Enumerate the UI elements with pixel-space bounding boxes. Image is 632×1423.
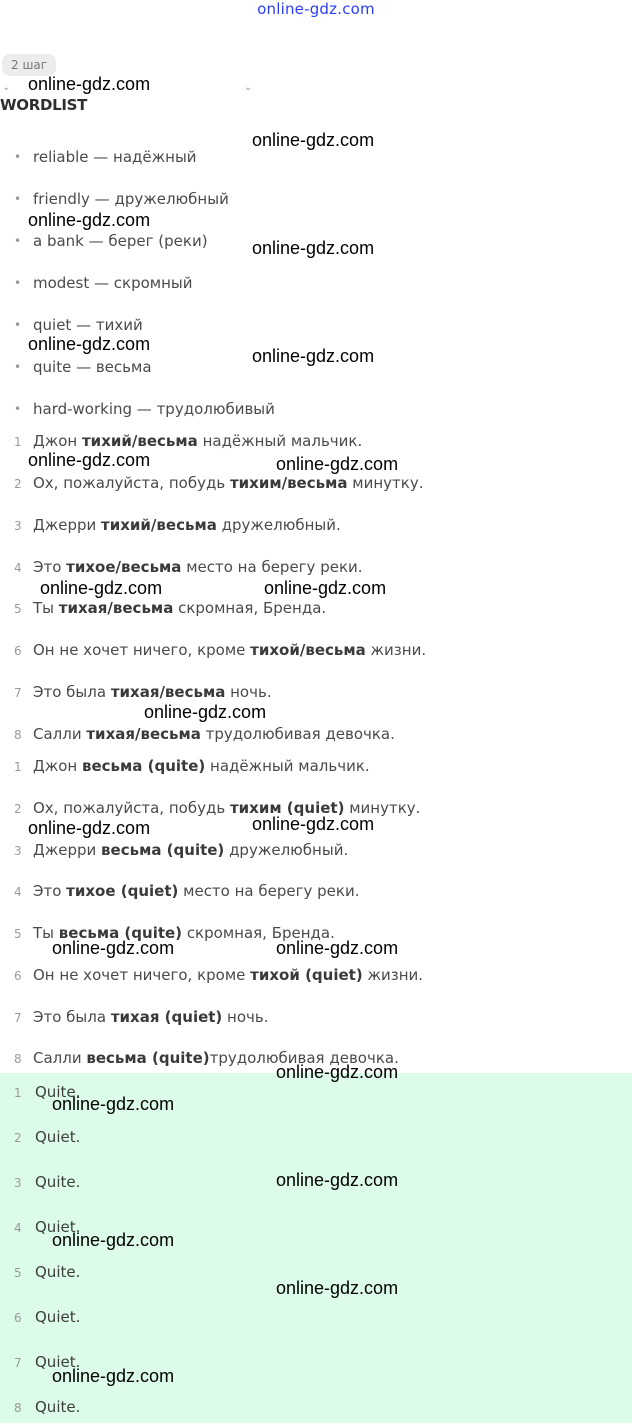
- bullet-icon: •: [14, 360, 22, 374]
- tick-mark: ⌄: [2, 82, 11, 93]
- step-badge: 2 шаг: [2, 54, 56, 76]
- answer-item: 6 Quiet.: [14, 1308, 81, 1326]
- task-sentence: 2 Ох, пожалуйста, побудь тихим/весьма минутку.: [14, 474, 424, 492]
- watermark: online-gdz.com: [252, 346, 375, 366]
- wordlist-item: • quiet — тихий: [14, 313, 143, 337]
- bullet-icon: •: [14, 150, 22, 164]
- answer-item: 8 Quite.: [14, 1398, 81, 1416]
- watermark: online-gdz.com: [52, 1366, 175, 1386]
- bullet-icon: •: [14, 234, 22, 248]
- answer-item: 2 Quiet.: [14, 1128, 81, 1146]
- watermark: online-gdz.com: [40, 578, 163, 598]
- solved-sentence: 7 Это была тихая (quiet) ночь.: [14, 1008, 269, 1026]
- answer-item: 3 Quite.: [14, 1173, 81, 1191]
- task-sentence: 8 Салли тихая/весьма трудолюбивая девочка.: [14, 725, 395, 743]
- solved-sentence: 4 Это тихое (quiet) место на берегу реки.: [14, 882, 360, 900]
- bullet-icon: •: [14, 402, 22, 416]
- watermark: online-gdz.com: [276, 1170, 399, 1190]
- watermark: online-gdz.com: [252, 238, 375, 258]
- watermark: online-gdz.com: [28, 818, 151, 838]
- tick-mark: ⌄: [244, 82, 253, 93]
- solved-sentence: 2 Ох, пожалуйста, побудь тихим (quiet) минутку.: [14, 799, 421, 817]
- task-sentence: 4 Это тихое/весьма место на берегу реки.: [14, 558, 363, 576]
- wordlist-item: • friendly — дружелюбный: [14, 187, 229, 211]
- watermark: online-gdz.com: [264, 578, 387, 598]
- bullet-icon: •: [14, 276, 22, 290]
- watermark: online-gdz.com: [252, 130, 375, 150]
- watermark: online-gdz.com: [52, 1094, 175, 1114]
- task-sentence: 7 Это была тихая/весьма ночь.: [14, 683, 272, 701]
- task-sentence: 5 Ты тихая/весьма скромная, Бренда.: [14, 599, 327, 617]
- watermark: online-gdz.com: [276, 938, 399, 958]
- task-sentence: 3 Джерри тихий/весьма дружелюбный.: [14, 516, 341, 534]
- solved-sentence: 5 Ты весьма (quite) скромная, Бренда.: [14, 924, 335, 942]
- watermark: online-gdz.com: [28, 450, 151, 470]
- answer-item: 5 Quite.: [14, 1263, 81, 1281]
- bullet-icon: •: [14, 192, 22, 206]
- watermark: online-gdz.com: [276, 1278, 399, 1298]
- watermark: online-gdz.com: [52, 938, 175, 958]
- wordlist-item: • hard-working — трудолюбивый: [14, 397, 275, 421]
- answer-item: 4 Quiet.: [14, 1218, 81, 1236]
- solved-sentence: 3 Джерри весьма (quite) дружелюбный.: [14, 841, 349, 859]
- wordlist-heading: WORDLIST: [0, 96, 88, 114]
- answer-item: 1 Quite.: [14, 1083, 81, 1101]
- solved-sentence: 8 Салли весьма (quite)трудолюбивая девочка.: [14, 1049, 399, 1067]
- wordlist-item: • quite — весьма: [14, 355, 152, 379]
- watermark: online-gdz.com: [28, 334, 151, 354]
- task-sentence: 6 Он не хочет ничего, кроме тихой/весьма жизни.: [14, 641, 427, 659]
- task-sentence: 1 Джон тихий/весьма надёжный мальчик.: [14, 432, 363, 450]
- wordlist-item: • a bank — берег (реки): [14, 229, 208, 253]
- site-watermark-header: online-gdz.com: [257, 0, 375, 18]
- wordlist-item: • reliable — надёжный: [14, 145, 197, 169]
- bullet-icon: •: [14, 318, 22, 332]
- watermark: online-gdz.com: [276, 1062, 399, 1082]
- answer-item: 7 Quiet.: [14, 1353, 81, 1371]
- watermark: online-gdz.com: [28, 210, 151, 230]
- watermark: online-gdz.com: [52, 1230, 175, 1250]
- wordlist-item: • modest — скромный: [14, 271, 193, 295]
- watermark: online-gdz.com: [144, 702, 267, 722]
- watermark: online-gdz.com: [28, 74, 151, 94]
- watermark: online-gdz.com: [276, 454, 399, 474]
- watermark: online-gdz.com: [252, 814, 375, 834]
- solved-sentence: 6 Он не хочет ничего, кроме тихой (quiet) жизни.: [14, 966, 424, 984]
- solved-sentence: 1 Джон весьма (quite) надёжный мальчик.: [14, 757, 370, 775]
